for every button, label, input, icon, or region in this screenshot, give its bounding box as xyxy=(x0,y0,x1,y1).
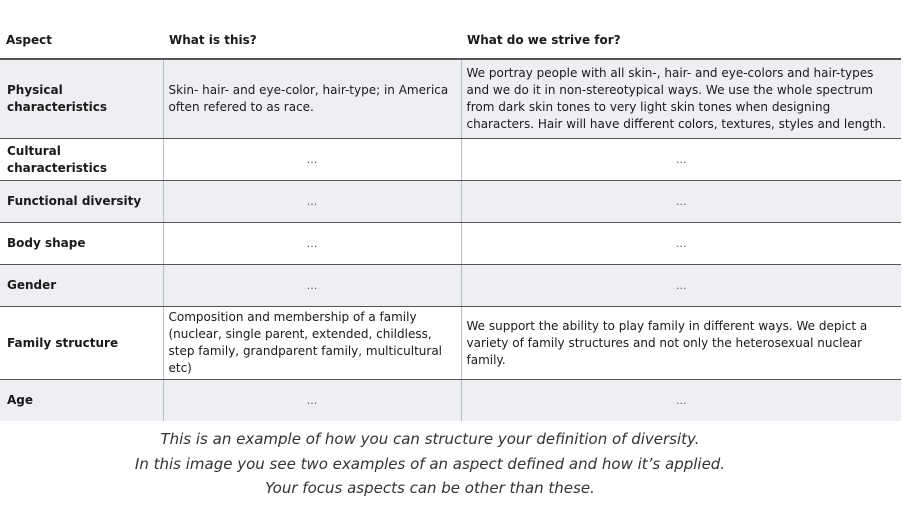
what-cell: ... xyxy=(163,223,461,265)
diversity-table xyxy=(0,22,901,421)
table-row xyxy=(0,223,901,265)
what-cell: Composition and membership of a family (nuclear, single parent, extended, childless, step family, grandparent family, multicultural etc) xyxy=(163,307,461,380)
diversity-table-container xyxy=(0,22,901,421)
strive-cell: ... xyxy=(461,265,901,307)
table-row xyxy=(0,307,901,380)
aspect-cell: Physical characteristics xyxy=(0,59,163,139)
aspect-cell: Cultural characteristics xyxy=(0,139,163,181)
table-row xyxy=(0,59,901,139)
strive-cell: We portray people with all skin-, hair- and eye-colors and hair-types and we do it in non-stereotypical ways. We use the whole spectrum from dark skin tones to very light skin tones when designing characters. Hair will have different colors, textures, styles and length. xyxy=(461,59,901,139)
header-aspect: Aspect xyxy=(0,22,163,59)
table-header xyxy=(0,22,901,59)
table-row xyxy=(0,380,901,422)
aspect-cell: Body shape xyxy=(0,223,163,265)
header-what-is-this: What is this? xyxy=(163,22,461,59)
aspect-cell: Age xyxy=(0,380,163,422)
strive-cell: ... xyxy=(461,380,901,422)
table-body xyxy=(0,59,901,421)
table-row xyxy=(0,181,901,223)
caption-line: In this image you see two examples of an aspect defined and how it’s applied. xyxy=(134,454,726,473)
table-row xyxy=(0,265,901,307)
strive-cell: We support the ability to play family in different ways. We depict a variety of family structures and not only the heterosexual nuclear family. xyxy=(461,307,901,380)
caption-line: Your focus aspects can be other than these. xyxy=(265,479,595,497)
what-cell: Skin- hair- and eye-color, hair-type; in America often refered to as race. xyxy=(163,59,461,139)
header-row xyxy=(0,22,901,59)
aspect-cell: Family structure xyxy=(0,307,163,380)
caption xyxy=(0,427,860,501)
caption-line: This is an example of how you can structure your definition of diversity. xyxy=(160,430,700,448)
strive-cell: ... xyxy=(461,223,901,265)
what-cell: ... xyxy=(163,380,461,422)
aspect-cell: Gender xyxy=(0,265,163,307)
what-cell: ... xyxy=(163,265,461,307)
strive-cell: ... xyxy=(461,139,901,181)
table-row xyxy=(0,139,901,181)
what-cell: ... xyxy=(163,181,461,223)
what-cell: ... xyxy=(163,139,461,181)
strive-cell: ... xyxy=(461,181,901,223)
aspect-cell: Functional diversity xyxy=(0,181,163,223)
header-what-we-strive-for: What do we strive for? xyxy=(461,22,901,59)
